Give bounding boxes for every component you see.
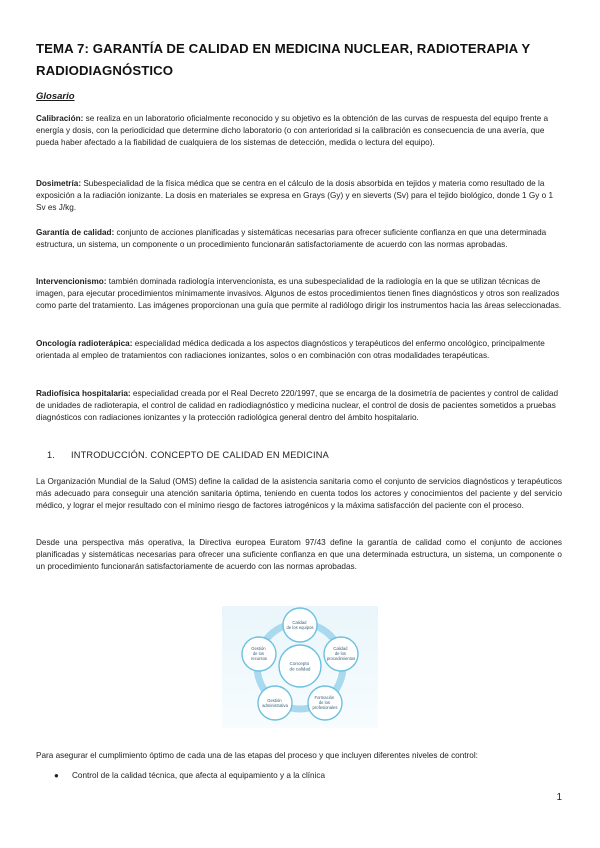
- diagram-node-line: Calidad: [333, 646, 348, 651]
- diagram-center-line: de calidad: [289, 666, 311, 672]
- glossary-term: Dosimetría:: [36, 179, 82, 188]
- glossary-entry-calibracion: [36, 113, 562, 149]
- glossary-definition: Subespecialidad de la física médica que se centra en el cálculo de la dosis absorbida en tejidos y materia como resultado de la exposición a la radiación ionizante. La dosis en materiales se expresa en Grays (Gy) y en sieverts (Sv) para el tejido biológico, donde 1 Gy o 1 Sv es J/kg.: [36, 179, 553, 212]
- glossary-definition: especialidad creada por el Real Decreto 220/1997, que se encarga de la dosimetría de pacientes y control de calidad de unidades de radioterapia, el control de calidad en radiodiagnóstico y medicina nuclear, el control de dosis de pacientes sometidos a pruebas diagnósticos con radiaciones ionizantes y la protección radiológica general dentro del ámbito hospitalario.: [36, 389, 559, 422]
- glossary-definition: se realiza en un laboratorio oficialmente reconocido y su objetivo es la obtención de las curvas de respuesta del equipo frente a energía y dosis, con la periodicidad que determine dicho laboratorio (o con anterioridad si la calibración es consecuencia de una avería, que pueda haber afectado a la fiabilidad de cualquiera de los sistemas de detección, medida o lectura del equipo).: [36, 114, 549, 147]
- section-heading-1: [47, 450, 329, 460]
- lead-paragraph: Para asegurar el cumplimiento óptimo de cada una de las etapas del proceso y que incluyen diferentes niveles de control:: [36, 751, 478, 760]
- title-line-1: TEMA 7: GARANTÍA DE CALIDAD EN MEDICINA NUCLEAR, RADIOTERAPIA Y: [36, 41, 531, 56]
- glossary-term: Calibración:: [36, 114, 84, 123]
- quality-concept-diagram: [222, 606, 378, 728]
- diagram-node-line: Gestión: [267, 698, 282, 703]
- diagram-center-label: [290, 661, 311, 672]
- diagram-node-gestion-recursos: [242, 637, 276, 671]
- glossary-entry-radiofisica: [36, 388, 562, 424]
- diagram-node-gestion-administrativa: [258, 686, 292, 720]
- diagram-node-equipos: [283, 608, 317, 642]
- document-title: [36, 38, 566, 82]
- bullet-dot: ●: [54, 771, 59, 780]
- glossary-term: Oncología radioterápica:: [36, 339, 133, 348]
- diagram-node-procedimientos: [324, 637, 358, 671]
- glossary-term: Radiofísica hospitalaria:: [36, 389, 131, 398]
- diagram-node-line: Calidad: [292, 620, 307, 625]
- glossary-definition: conjunto de acciones planificadas y sistemáticas necesarias para ofrecer suficiente confianza en que una determinada estructura, un sistema, un componente o un procedimiento funcionarán satisfactoriamente de acuerdo con las normas aprobadas.: [36, 228, 547, 249]
- glossary-entry-oncologia: [36, 338, 562, 362]
- bullet-item: [54, 771, 325, 780]
- section-title: INTRODUCCIÓN. CONCEPTO DE CALIDAD EN MEDICINA: [71, 450, 329, 460]
- glossary-term: Intervencionismo:: [36, 277, 107, 286]
- diagram-node-line: profesionales: [312, 705, 338, 710]
- diagram-node-formacion: [308, 686, 342, 720]
- intro-paragraph-2: Desde una perspectiva más operativa, la Directiva europea Euratom 97/43 define la garantía de calidad como el conjunto de acciones planificadas y sistemáticas necesarias para ofrecer una suficiente confianza en que una determinada estructura, un sistema, un componente o un procedimiento funcionarán satisfactoriamente de acuerdo con las normas aprobadas.: [36, 538, 562, 571]
- glossary-term: Garantía de calidad:: [36, 228, 115, 237]
- glossary-definition: especialidad médica dedicada a los aspectos diagnósticos y terapéuticos del enfermo oncológico, principalmente orientada al empleo de tratamientos con radiaciones ionizantes, solos o en combinación con otras modalidades terapéuticas.: [36, 339, 545, 360]
- glossary-entry-dosimetria: [36, 178, 562, 214]
- intro-paragraph-1: La Organización Mundial de la Salud (OMS) define la calidad de la asistencia sanitaria como el conjunto de servicios diagnósticos y terapéuticos más adecuado para conseguir una atención sanitaria óptima, teniendo en cuenta todos los actores y conocimientos del paciente y del servicio médico, y lograr el mejor resultado con el mínimo riesgo de factores iatrogénicos y la máxima satisfacción del paciente con el proceso.: [36, 477, 562, 510]
- page-number: 1: [556, 792, 562, 803]
- diagram-center-line: Concepto: [289, 661, 310, 666]
- diagram-node-line: Gestión: [251, 646, 266, 651]
- title-line-2: RADIODIAGNÓSTICO: [36, 63, 174, 78]
- diagram-node-line: administrativa: [262, 703, 288, 708]
- diagram-node-line: de los: [318, 700, 331, 705]
- svg-text:Gestión de los: [251, 646, 267, 661]
- diagram-node-line: Formación: [314, 695, 335, 700]
- diagram-node-line: de los equipos: [286, 625, 314, 630]
- glossary-heading: Glosario: [36, 91, 75, 102]
- diagram-node-line: de los: [252, 651, 265, 656]
- glossary-entry-garantia: [36, 227, 562, 251]
- diagram-node-line: de los: [334, 651, 347, 656]
- diagram-node-line: recursos: [250, 656, 268, 661]
- diagram-node-line: procedimientos: [326, 656, 356, 661]
- glossary-definition: también dominada radiología intervencionista, es una subespecialidad de la radiología en la que se utilizan técnicas de imagen, para ejecutar procedimientos mínimamente invasivos. Algunos de estos procedimientos tienen fines diagnósticos y otros son realizados como parte del tratamiento. Las imágenes proporcionan una guía que permite al radiólogo dirigir los instrumentos hacia las áreas seleccionadas.: [36, 277, 562, 310]
- bullet-text: Control de la calidad técnica, que afecta al equipamiento y a la clínica: [72, 771, 326, 780]
- section-number: 1.: [47, 450, 56, 460]
- glossary-entry-intervencionismo: [36, 276, 562, 312]
